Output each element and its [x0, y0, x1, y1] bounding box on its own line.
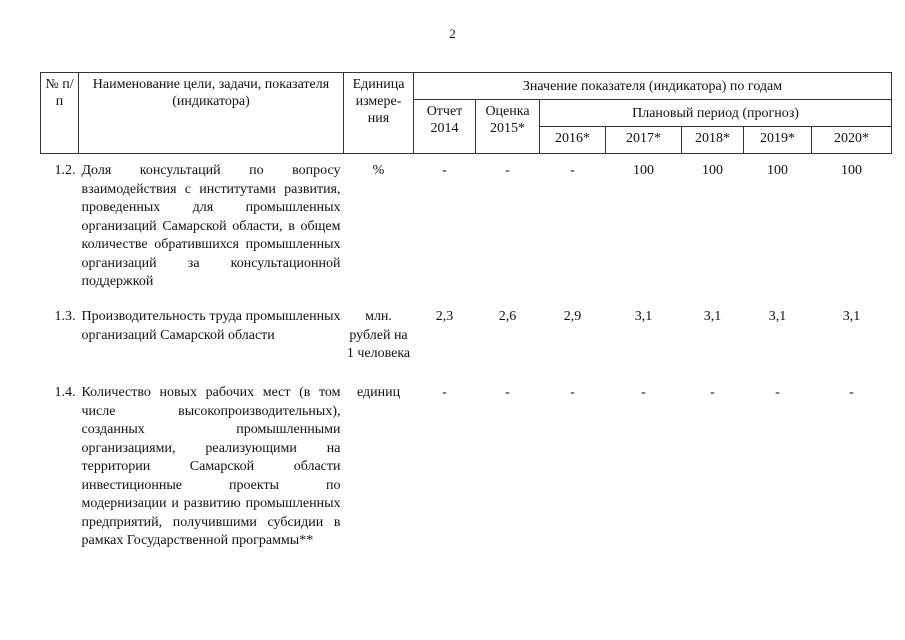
row-value-2015: -	[505, 163, 510, 178]
row-value-2018: -	[710, 385, 715, 400]
row-num: 1.4.	[54, 385, 76, 400]
header-name: Наименование цели, задачи, показателя (индикатора)	[79, 73, 344, 154]
header-unit: Единица измере-ния	[344, 73, 414, 154]
row-value-2017: 100	[633, 163, 654, 178]
row-unit: %	[372, 163, 385, 178]
header-report: Отчет 2014	[414, 100, 476, 154]
row-value-2014: 2,3	[435, 309, 454, 324]
row-num: 1.2.	[54, 163, 76, 178]
header-values: Значение показателя (индикатора) по годам	[414, 73, 892, 100]
row-value-2016: 2,9	[563, 309, 582, 324]
header-year-2018: 2018*	[682, 127, 744, 154]
header-year-2020: 2020*	[812, 127, 892, 154]
row-value-2015: 2,6	[498, 309, 517, 324]
row-value-2014: -	[442, 163, 447, 178]
row-value-2017: -	[641, 385, 646, 400]
row-value-2016: -	[570, 163, 575, 178]
table-row	[41, 378, 892, 551]
row-name: Количество новых рабочих мест (в том числе высокопроизводительных), созданных промышленными организациями, реализующими на территории Самарской области инвестиционные проекты по модернизации и развитию промышленных предприятий, получившими субсидии в рамках Государственной программы**	[81, 385, 341, 548]
header-year-2016: 2016*	[540, 127, 606, 154]
header-num: № п/п	[41, 73, 79, 154]
row-value-2015: -	[505, 385, 510, 400]
row-unit: млн. рублей на 1 человека	[346, 309, 411, 361]
table-row	[41, 302, 892, 378]
header-estimate: Оценка 2015*	[476, 100, 540, 154]
row-value-2019: -	[775, 385, 780, 400]
row-value-2018: 3,1	[703, 309, 722, 324]
header-year-2017: 2017*	[606, 127, 682, 154]
row-num: 1.3.	[54, 309, 76, 324]
row-value-2020: 100	[841, 163, 862, 178]
table-row	[41, 154, 892, 303]
table-header	[41, 73, 892, 154]
row-value-2016: -	[570, 385, 575, 400]
row-value-2019: 3,1	[768, 309, 787, 324]
row-unit: единиц	[356, 385, 401, 400]
row-value-2020: 3,1	[842, 309, 861, 324]
header-year-2019: 2019*	[744, 127, 812, 154]
row-name: Доля консультаций по вопросу взаимодействия с институтами развития, проведенных для промышленных организаций Самарской области, в общем количестве обратившихся промышленных организаций за консультационной поддержкой	[81, 163, 341, 289]
indicators-table	[40, 72, 892, 551]
row-value-2019: 100	[767, 163, 788, 178]
row-value-2014: -	[442, 385, 447, 400]
header-plan: Плановый период (прогноз)	[540, 100, 892, 127]
page-number: 2	[449, 26, 456, 41]
row-value-2020: -	[849, 385, 854, 400]
row-value-2018: 100	[702, 163, 723, 178]
row-value-2017: 3,1	[634, 309, 653, 324]
row-name: Производительность труда промышленных организаций Самарской области	[81, 309, 341, 343]
